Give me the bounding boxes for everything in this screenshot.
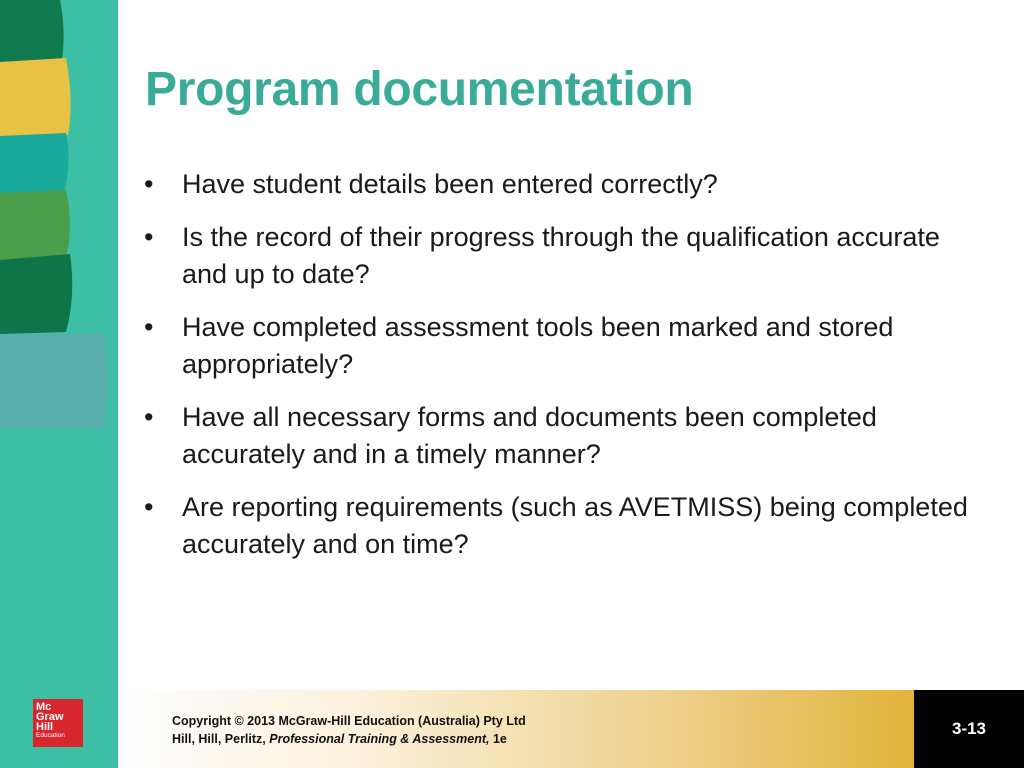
- bullet-text: Is the record of their progress through the qualification accurate and up to date?: [182, 222, 940, 289]
- bullet-text: Have student details been entered correctly?: [182, 169, 718, 199]
- citation-edition: 1e: [489, 732, 507, 746]
- bullet-text: Have completed assessment tools been marked and stored appropriately?: [182, 312, 894, 379]
- bullet-text: Have all necessary forms and documents been completed accurately and in a timely manner?: [182, 402, 877, 469]
- book-spines-graphic: [0, 0, 118, 440]
- bullet-item: [140, 219, 990, 293]
- logo-line: Hill: [36, 721, 54, 733]
- slide-title: Program documentation: [145, 63, 694, 116]
- bullet-marker: •: [144, 169, 154, 199]
- citation-line: [172, 730, 526, 748]
- bullet-marker: •: [144, 492, 154, 522]
- bullet-text: Are reporting requirements (such as AVETMISS) being completed accurately and on time?: [182, 492, 968, 559]
- bullet-marker: •: [144, 402, 154, 432]
- bullet-item: [140, 309, 990, 383]
- citation-book-title: Professional Training & Assessment,: [269, 732, 490, 746]
- bullet-item: [140, 166, 990, 203]
- bullet-marker: •: [144, 222, 154, 252]
- copyright-line: Copyright © 2013 McGraw-Hill Education (Australia) Pty Ltd: [172, 714, 526, 728]
- copyright-notice: [172, 712, 526, 748]
- logo-line: Mc: [36, 701, 52, 713]
- logo-line: Education: [36, 732, 65, 739]
- citation-authors: Hill, Hill, Perlitz,: [172, 732, 270, 746]
- decorative-sidebar: [0, 0, 118, 768]
- logo-line: Graw: [36, 711, 64, 723]
- page-number-box: [914, 690, 1024, 768]
- bullet-item: [140, 399, 990, 473]
- bullet-item: [140, 489, 990, 563]
- mcgraw-hill-logo: [33, 699, 83, 747]
- page-number: 3-13: [951, 719, 987, 738]
- bullet-list: [140, 166, 990, 579]
- bullet-marker: •: [144, 312, 154, 342]
